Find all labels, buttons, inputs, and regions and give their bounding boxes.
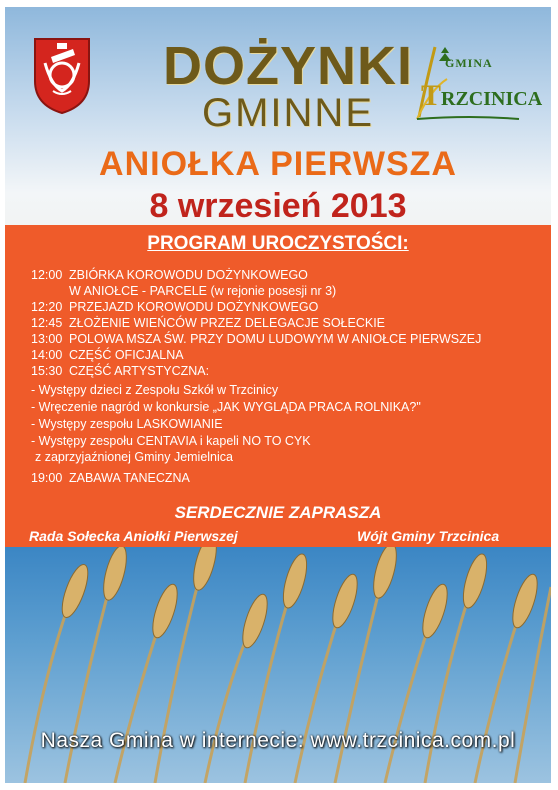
logo-initial: T [421, 79, 442, 112]
program-item [31, 315, 385, 332]
item-time: 15:30 [31, 364, 63, 378]
program-title: PROGRAM UROCZYSTOŚCI: [147, 233, 409, 254]
item-text: ZABAWA TANECZNA [69, 471, 190, 485]
logo-gmina-label: GMINA [445, 56, 493, 70]
invite-heading: SERDECZNIE ZAPRASZA [174, 503, 382, 522]
wheat-photo [5, 547, 551, 783]
item-time: 13:00 [31, 332, 63, 346]
program-item [31, 283, 336, 300]
item-text: ZŁOŻENIE WIEŃCÓW PRZEZ DELEGACJE SOŁECKIE [69, 316, 386, 330]
item-time: 14:00 [31, 348, 63, 362]
event-date: 8 wrzesień 2013 [149, 187, 407, 225]
item-text: W ANIOŁCE - PARCELE (w rejonie posesji nr 3) [69, 284, 337, 298]
footer-website: Nasza Gmina w internecie: www.trzcinica.com.pl [40, 729, 516, 752]
item-time: 12:45 [31, 316, 63, 330]
poster-title: DOŻYNKI [163, 36, 413, 96]
program-panel [5, 225, 551, 547]
item-text: CZĘŚĆ ARTYSTYCZNA: [69, 364, 210, 378]
program-item [31, 470, 190, 487]
item-text: POLOWA MSZA ŚW. PRZY DOMU LUDOWYM W ANIOŁCE PIERWSZEJ [69, 332, 482, 346]
program-bullet: - Występy zespołu CENTAVIA i kapeli NO TO CYK [31, 434, 311, 448]
item-text: CZĘŚĆ OFICJALNA [69, 348, 184, 362]
logo-trzcinica-label [421, 79, 542, 113]
item-text: ZBIÓRKA KOROWODU DOŻYNKOWEGO [69, 268, 308, 282]
program-bullet: - Wręczenie nagród w konkursie „JAK WYGLĄDA PRACA ROLNIKA?" [31, 400, 421, 414]
header [5, 7, 551, 225]
poster-subtitle: GMINNE [202, 91, 374, 135]
poster [5, 7, 551, 783]
host-left: Rada Sołecka Aniołki Pierwszej [29, 528, 238, 544]
event-place: ANIOŁKA PIERWSZA [99, 145, 457, 183]
program-item [31, 299, 318, 316]
program-item [31, 363, 209, 380]
program-item [31, 331, 481, 348]
program-bullet: - Występy zespołu LASKOWIANIE [31, 417, 223, 431]
item-time: 12:00 [31, 268, 63, 282]
program-bullet: z zaprzyjaźnionej Gminy Jemielnica [35, 450, 233, 464]
item-time: 19:00 [31, 471, 63, 485]
host-right: Wójt Gminy Trzcinica [357, 528, 500, 544]
item-time: 12:20 [31, 300, 63, 314]
logo-rest: RZCINICA [441, 88, 543, 110]
program-item [31, 347, 184, 364]
program-bullet: - Występy dzieci z Zespołu Szkół w Trzcinicy [31, 383, 279, 397]
program-item [31, 267, 308, 284]
item-text: PRZEJAZD KOROWODU DOŻYNKOWEGO [69, 300, 319, 314]
